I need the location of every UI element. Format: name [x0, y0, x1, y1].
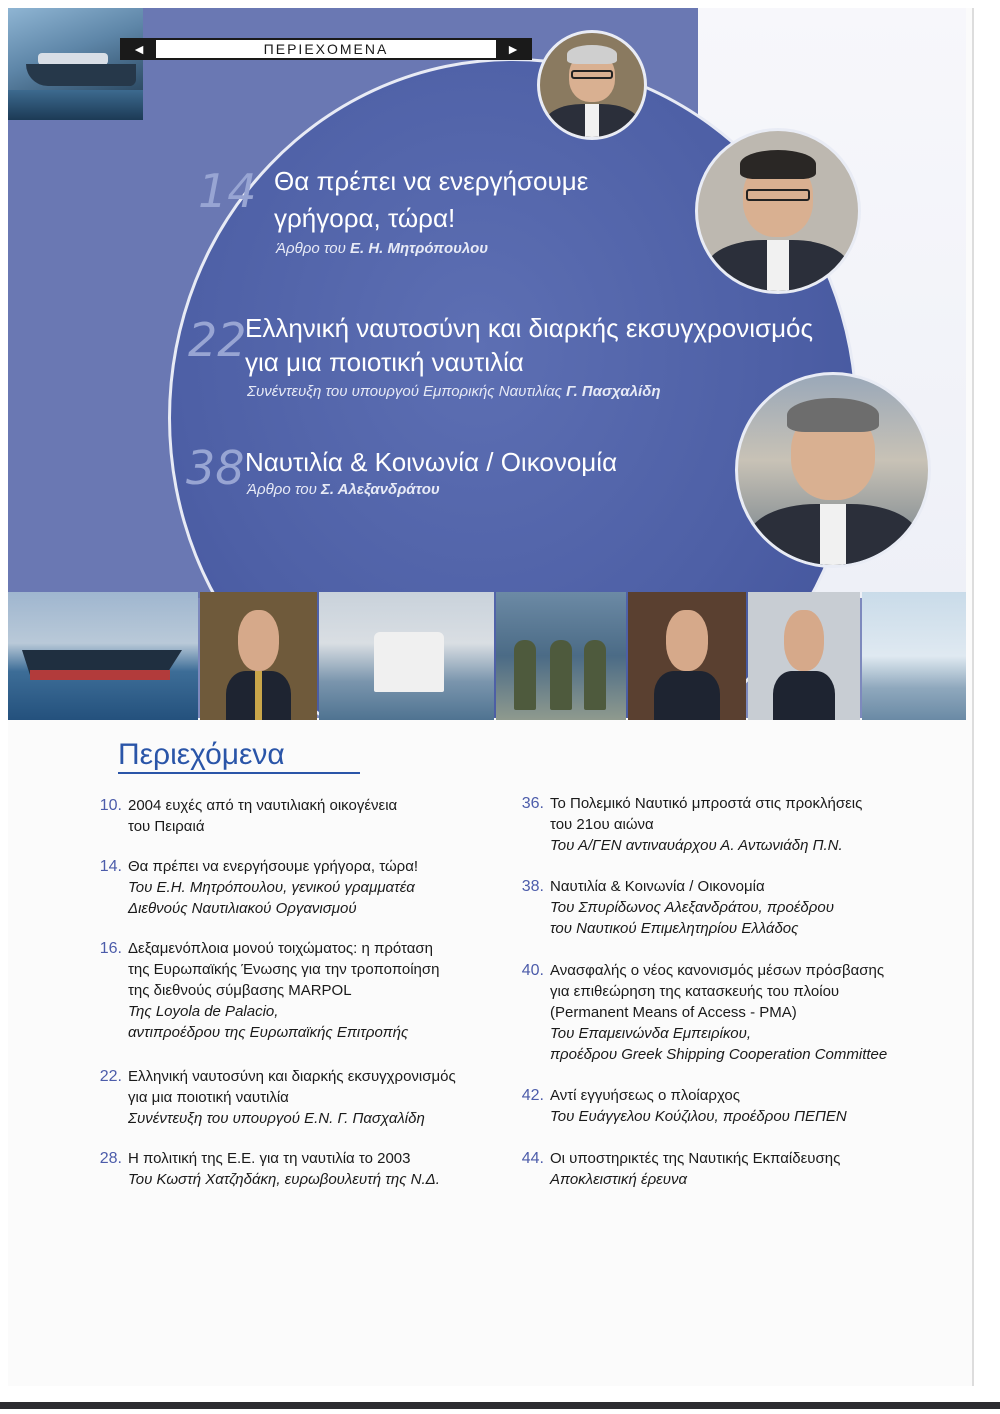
- toc-page-number: 38.: [521, 878, 544, 895]
- toc-author-line: Του Κωστή Χατζηδάκη, ευρωβουλευτή της Ν.Δ.: [128, 1171, 440, 1188]
- toc-entry-text: [550, 960, 930, 1065]
- header-title: ΠΕΡΙΕΧΟΜΕΝΑ: [263, 41, 389, 57]
- toc-page-number: 28.: [99, 1150, 122, 1167]
- toc-author-line: του Ναυτικού Επιμελητηρίου Ελλάδος: [550, 920, 799, 937]
- toc-heading-underline: [118, 772, 360, 774]
- toc-page-number: 16.: [99, 940, 122, 957]
- toc-entry-text: [128, 856, 508, 919]
- feature-number: 14: [198, 164, 257, 218]
- toc-page-number: 10.: [99, 797, 122, 814]
- toc-author-line: Του Ε.Η. Μητρόπουλου, γενικού γραμματέα: [128, 879, 415, 896]
- toc-page-number: 40.: [521, 962, 544, 979]
- sea: [8, 90, 143, 120]
- ferry-photo: [319, 592, 494, 720]
- feature-title[interactable]: γρήγορα, τώρα!: [274, 203, 456, 233]
- toc-author-line: Διεθνούς Ναυτιλιακού Οργανισμού: [128, 900, 357, 917]
- toc-page-number: 44.: [521, 1150, 544, 1167]
- toc-heading: Περιεχόμενα: [118, 738, 285, 771]
- toc-author-line: Του Επαμεινώνδα Εμπειρίκου,: [550, 1025, 752, 1042]
- toc-title-line: Το Πολεμικό Ναυτικό μπροστά στις προκλήσεις: [550, 795, 863, 812]
- toc-page-number: 36.: [521, 795, 544, 812]
- navy-soldiers-photo: [496, 592, 626, 720]
- toc-author-line: προέδρου Greek Shipping Cooperation Committee: [550, 1046, 888, 1063]
- tanker-ship-photo: [8, 592, 198, 720]
- toc-title-line: Αντί εγγυήσεως ο πλοίαρχος: [550, 1087, 740, 1104]
- toc-author-line: Συνέντευξη του υπουργού Ε.Ν. Γ. Πασχαλίδη: [128, 1110, 425, 1127]
- toc-title-line: (Permanent Means of Access - PMA): [550, 1004, 797, 1021]
- toc-author-line: Αποκλειστική έρευνα: [550, 1171, 688, 1188]
- right-arrow-icon: ►: [496, 40, 530, 58]
- portrait-photo: [628, 592, 746, 720]
- toc-title-line: Ανασφαλής ο νέος κανονισμός μέσων πρόσβασης: [550, 962, 885, 979]
- toc-author-line: αντιπροέδρου της Ευρωπαϊκής Επιτροπής: [128, 1024, 409, 1041]
- portrait-photo: [748, 592, 860, 720]
- toc-author-line: Του Σπυρίδωνος Αλεξανδράτου, προέδρου: [550, 899, 834, 916]
- toc-entry-text: [550, 876, 930, 939]
- feature-title[interactable]: Θα πρέπει να ενεργήσουμε: [274, 166, 589, 196]
- toc-author-line: Του Α/ΓΕΝ αντιναυάρχου Α. Αντωνιάδη Π.Ν.: [550, 837, 843, 854]
- toc-author-line: Του Ευάγγελου Κούζιλου, προέδρου ΠΕΠΕΝ: [550, 1108, 847, 1125]
- bottom-rule: [0, 1402, 1000, 1409]
- toc-title-line: της Ευρωπαϊκής Ένωσης για την τροποποίηση: [128, 961, 440, 978]
- portrait-alexandratos: [735, 372, 931, 568]
- contents-header-bar: [120, 38, 532, 60]
- feature-byline: Άρθρο του Ε. Η. Μητρόπουλου: [276, 240, 489, 257]
- toc-page-number: 22.: [99, 1068, 122, 1085]
- feature-number: 38: [186, 441, 245, 495]
- toc-title-line: Δεξαμενόπλοια μονού τοιχώματος: η πρόταση: [128, 940, 433, 957]
- toc-title-line: του Πειραιά: [128, 818, 205, 835]
- toc-title-line: Ελληνική ναυτοσύνη και διαρκής εκσυγχρονισμός: [128, 1068, 456, 1085]
- portrait-photo: [200, 592, 317, 720]
- glasses-icon: [571, 70, 613, 78]
- left-arrow-icon: ◄: [122, 40, 156, 58]
- toc-entry-text: [550, 1085, 930, 1127]
- portrait-paschalidis: [695, 128, 861, 294]
- toc-page-number: 14.: [99, 858, 122, 875]
- toc-title-line: για μια ποιοτική ναυτιλία: [128, 1089, 289, 1106]
- feature-byline: Συνέντευξη του υπουργού Εμπορικής Ναυτιλίας Γ. Πασχαλίδη: [247, 383, 661, 400]
- toc-entry-text: [128, 795, 508, 837]
- feature-byline: Άρθρο του Σ. Αλεξανδράτου: [247, 481, 440, 498]
- portrait-mitropoulos: [537, 30, 647, 140]
- toc-entry-text: [550, 1148, 930, 1190]
- toc-title-line: Οι υποστηρικτές της Ναυτικής Εκπαίδευσης: [550, 1150, 841, 1167]
- toc-title-line: για επιθεώρηση της κατασκευής του πλοίου: [550, 983, 840, 1000]
- harbor-photo: [862, 592, 966, 720]
- toc-title-line: 2004 ευχές από τη ναυτιλιακή οικογένεια: [128, 797, 398, 814]
- toc-page-number: 42.: [521, 1087, 544, 1104]
- toc-title-line: του 21ου αιώνα: [550, 816, 654, 833]
- toc-entry-text: [550, 793, 930, 856]
- toc-title-line: Η πολιτική της Ε.Ε. για τη ναυτιλία το 2003: [128, 1150, 411, 1167]
- toc-author-line: Της Loyola de Palacio,: [128, 1003, 279, 1020]
- toc-title-line: της διεθνούς σύμβασης MARPOL: [128, 982, 352, 999]
- feature-title[interactable]: Ναυτιλία & Κοινωνία / Οικονομία: [245, 447, 618, 477]
- feature-number: 22: [188, 313, 247, 367]
- toc-entry-text: [128, 1066, 508, 1129]
- toc-entry-text: [128, 1148, 508, 1190]
- toc-title-line: Θα πρέπει να ενεργήσουμε γρήγορα, τώρα!: [128, 858, 419, 875]
- toc-entry-text: [128, 938, 508, 1043]
- feature-title[interactable]: για μια ποιοτική ναυτιλία: [245, 347, 524, 377]
- photo-strip: [8, 592, 966, 720]
- feature-title[interactable]: Ελληνική ναυτοσύνη και διαρκής εκσυγχρονισμός: [245, 313, 814, 343]
- tanker-photo: [8, 8, 143, 120]
- ship-hull: [26, 64, 136, 86]
- glasses-icon: [746, 189, 810, 202]
- toc-title-line: Ναυτιλία & Κοινωνία / Οικονομία: [550, 878, 765, 895]
